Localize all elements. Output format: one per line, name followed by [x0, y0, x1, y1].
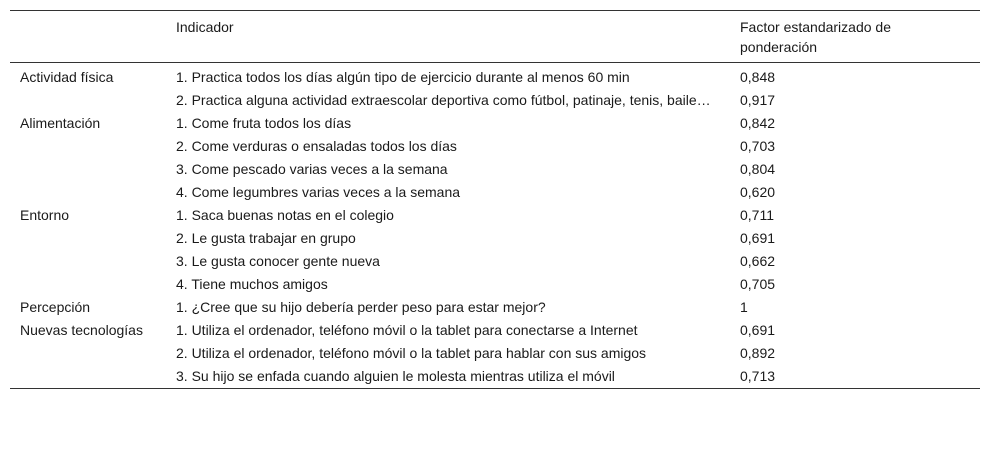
table-row — [10, 88, 980, 111]
row-indicator: 1. Come fruta todos los días — [176, 115, 352, 131]
row-factor: 0,703 — [740, 138, 776, 154]
row-factor: 0,848 — [740, 69, 776, 85]
row-factor: 0,691 — [740, 230, 776, 246]
row-indicator: 1. Utiliza el ordenador, teléfono móvil o la tablet para conectarse a Internet — [176, 322, 638, 338]
header-indicator: Indicador — [176, 19, 234, 35]
row-category — [10, 226, 166, 249]
row-category — [10, 249, 166, 272]
row-factor: 0,691 — [740, 322, 776, 338]
row-factor: 0,705 — [740, 276, 776, 292]
table-row — [10, 111, 980, 134]
row-category: Entorno — [20, 207, 70, 223]
row-indicator: 3. Come pescado varias veces a la semana — [176, 161, 448, 177]
row-indicator: 2. Come verduras o ensaladas todos los días — [176, 138, 457, 154]
row-indicator: 1. Practica todos los días algún tipo de ejercicio durante al menos 60 min — [176, 69, 630, 85]
row-factor: 0,804 — [740, 161, 776, 177]
header-factor: Factor estandarizado de ponderación — [740, 19, 891, 55]
row-indicator: 4. Tiene muchos amigos — [176, 276, 328, 292]
table-row — [10, 157, 980, 180]
row-factor: 0,892 — [740, 345, 776, 361]
row-indicator: 3. Le gusta conocer gente nueva — [176, 253, 380, 269]
table-row — [10, 295, 980, 318]
row-category: Percepción — [20, 299, 91, 315]
header-category — [10, 11, 166, 63]
row-factor: 1 — [740, 299, 748, 315]
row-factor: 0,713 — [740, 368, 776, 384]
table-row — [10, 318, 980, 341]
row-category — [10, 88, 166, 111]
row-category — [10, 134, 166, 157]
row-factor: 0,917 — [740, 92, 776, 108]
table-row — [10, 63, 980, 89]
row-category — [10, 157, 166, 180]
row-category: Nuevas tecnologías — [20, 322, 143, 338]
table-row — [10, 249, 980, 272]
row-factor: 0,620 — [740, 184, 776, 200]
table-row — [10, 134, 980, 157]
table-row — [10, 272, 980, 295]
row-factor: 0,842 — [740, 115, 776, 131]
row-category — [10, 180, 166, 203]
table-header-row — [10, 11, 980, 63]
row-factor: 0,662 — [740, 253, 776, 269]
table-row — [10, 203, 980, 226]
table-row — [10, 341, 980, 364]
row-indicator: 2. Le gusta trabajar en grupo — [176, 230, 356, 246]
row-indicator: 1. Saca buenas notas en el colegio — [176, 207, 394, 223]
row-indicator: 1. ¿Cree que su hijo debería perder peso para estar mejor? — [176, 299, 546, 315]
table-row — [10, 364, 980, 389]
row-indicator: 4. Come legumbres varias veces a la semana — [176, 184, 461, 200]
row-category — [10, 272, 166, 295]
row-indicator: 3. Su hijo se enfada cuando alguien le molesta mientras utiliza el móvil — [176, 368, 615, 384]
row-indicator: 2. Practica alguna actividad extraescolar deportiva como fútbol, patinaje, tenis, baile… — [176, 92, 711, 108]
row-indicator: 2. Utiliza el ordenador, teléfono móvil o la tablet para hablar con sus amigos — [176, 345, 647, 361]
table-body — [10, 63, 980, 389]
row-category: Actividad física — [20, 69, 114, 85]
indicator-table — [10, 10, 980, 389]
row-category — [10, 364, 166, 389]
table-row — [10, 180, 980, 203]
row-category — [10, 341, 166, 364]
row-factor: 0,711 — [740, 207, 774, 223]
row-category: Alimentación — [20, 115, 101, 131]
table-row — [10, 226, 980, 249]
